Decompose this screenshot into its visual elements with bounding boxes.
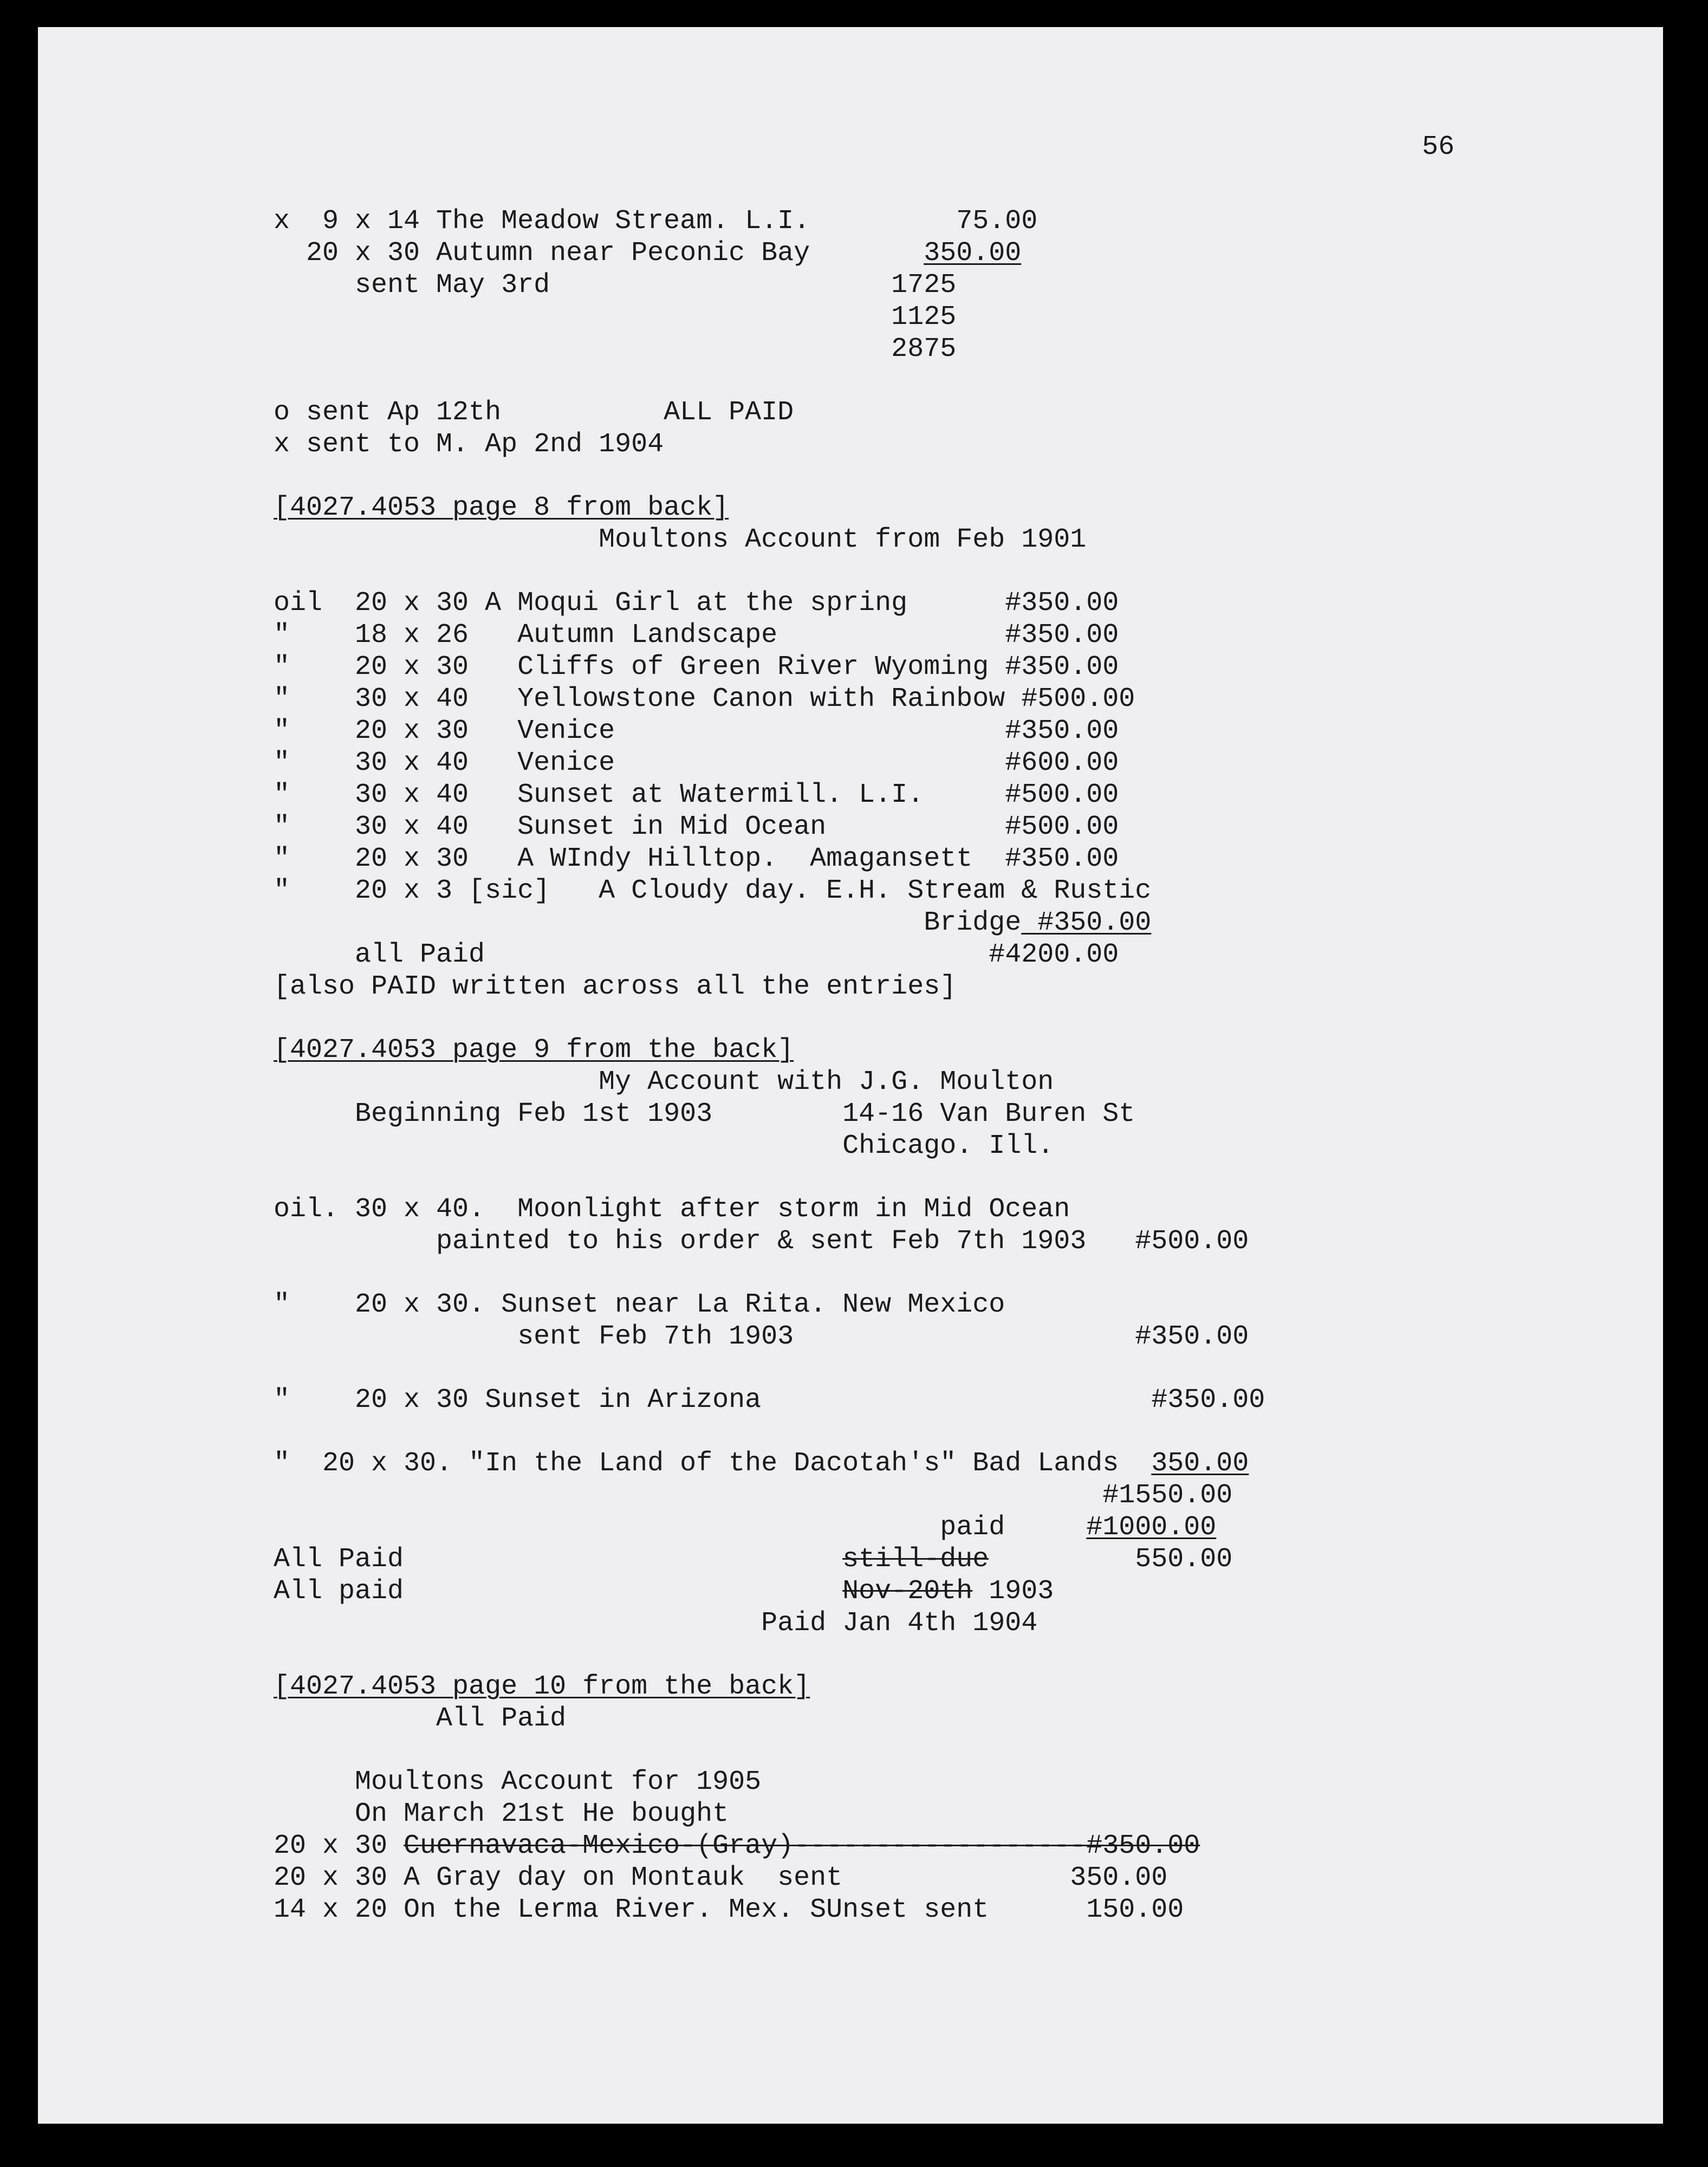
text-segment: " 30 x 40 Yellowstone Canon with Rainbow #500.00 — [274, 684, 1135, 715]
text-segment: 550.00 — [989, 1544, 1233, 1575]
text-line — [274, 1226, 1249, 1257]
text-segment: 20 x 30 A Gray day on Montauk sent 350.00 — [274, 1863, 1168, 1893]
text-line — [274, 1831, 1200, 1862]
text-segment: painted to his order & sent Feb 7th 1903 #500.00 — [274, 1226, 1249, 1257]
text-segment: All paid — [274, 1576, 843, 1607]
text-line — [274, 971, 956, 1003]
text-segment: Chicago. Ill. — [274, 1131, 1054, 1162]
text-line — [274, 1767, 761, 1798]
text-line — [274, 1671, 810, 1703]
text-line — [274, 1035, 794, 1066]
text-line — [274, 397, 794, 429]
text-segment: x sent to M. Ap 2nd 1904 — [274, 429, 664, 460]
text-line — [274, 1067, 1054, 1098]
text-segment: 14 x 20 On the Lerma River. Mex. SUnset sent 150.00 — [274, 1894, 1184, 1925]
underlined-text: [4027.4053 page 8 from back] — [274, 492, 729, 523]
text-segment: " 20 x 30 Venice #350.00 — [274, 716, 1119, 747]
struck-text: Nov-20th — [842, 1576, 973, 1607]
text-segment: [also PAID written across all the entries] — [274, 971, 957, 1002]
text-line — [274, 652, 1119, 683]
text-line — [274, 492, 729, 524]
text-line — [274, 748, 1119, 779]
text-line — [274, 302, 956, 333]
text-line — [274, 1131, 1054, 1162]
text-segment: #1550.00 — [274, 1480, 1233, 1511]
struck-text: Cuernavaca-Mexico-(Gray)------------------#350.00 — [404, 1831, 1200, 1861]
text-line — [274, 620, 1119, 651]
underlined-text: #1000.00 — [1086, 1512, 1217, 1543]
page-number: 56 — [1422, 132, 1455, 163]
text-segment: paid — [274, 1512, 1087, 1543]
text-line — [274, 1703, 566, 1735]
text-line — [274, 524, 1086, 556]
text-line — [274, 1512, 1216, 1543]
text-line — [274, 1544, 1232, 1575]
text-segment: " 30 x 40 Sunset in Mid Ocean #500.00 — [274, 812, 1119, 842]
text-segment: All Paid — [274, 1544, 843, 1575]
text-segment: Moultons Account for 1905 — [274, 1767, 762, 1798]
text-line — [274, 812, 1119, 843]
text-segment: 2875 — [274, 334, 957, 365]
text-segment: " 20 x 30 Sunset in Arizona #350.00 — [274, 1385, 1265, 1416]
text-line — [274, 1576, 1054, 1607]
text-segment: sent Feb 7th 1903 #350.00 — [274, 1321, 1249, 1352]
struck-text: still-due — [842, 1544, 989, 1575]
text-line — [274, 1194, 1070, 1225]
text-segment: " 20 x 30 Cliffs of Green River Wyoming #350.00 — [274, 652, 1119, 683]
text-line — [274, 780, 1119, 811]
text-segment: all Paid #4200.00 — [274, 939, 1119, 970]
text-segment: " 20 x 3 [sic] A Cloudy day. E.H. Stream & Rustic — [274, 875, 1152, 906]
text-segment: 20 x 30 Autumn near Peconic Bay — [274, 238, 924, 269]
text-line — [274, 588, 1119, 619]
text-line — [274, 1480, 1232, 1511]
text-line — [274, 270, 956, 301]
text-line — [274, 206, 1037, 237]
text-line — [274, 1099, 1135, 1130]
underlined-text: #350.00 — [1021, 907, 1152, 938]
text-line — [274, 1894, 1184, 1926]
text-line — [274, 429, 664, 460]
text-line — [274, 1863, 1167, 1894]
text-segment: " 20 x 30. "In the Land of the Dacotah's" Bad Lands — [274, 1448, 1152, 1479]
text-segment: sent May 3rd 1725 — [274, 270, 957, 301]
text-line — [274, 875, 1151, 907]
text-segment: " 30 x 40 Sunset at Watermill. L.I. #500.00 — [274, 780, 1119, 810]
text-line — [274, 1289, 1005, 1321]
text-segment: " 20 x 30. Sunset near La Rita. New Mexico — [274, 1289, 1005, 1320]
text-segment: oil. 30 x 40. Moonlight after storm in Mid Ocean — [274, 1194, 1070, 1225]
text-segment: My Account with J.G. Moulton — [274, 1067, 1054, 1098]
underlined-text: [4027.4053 page 9 from the back] — [274, 1035, 794, 1066]
underlined-text: 350.00 — [924, 238, 1022, 269]
text-segment: On March 21st He bought — [274, 1799, 729, 1829]
text-line — [274, 334, 956, 365]
text-line — [274, 939, 1119, 971]
text-line — [274, 684, 1135, 715]
text-segment: Beginning Feb 1st 1903 14-16 Van Buren St — [274, 1099, 1135, 1130]
text-segment: " 18 x 26 Autumn Landscape #350.00 — [274, 620, 1119, 651]
text-segment: o sent Ap 12th ALL PAID — [274, 397, 794, 428]
text-segment: oil 20 x 30 A Moqui Girl at the spring #350.00 — [274, 588, 1119, 619]
text-segment: " 30 x 40 Venice #600.00 — [274, 748, 1119, 778]
document-page — [38, 27, 1663, 2124]
text-segment: " 20 x 30 A WIndy Hilltop. Amagansett #350.00 — [274, 844, 1119, 874]
text-line — [274, 844, 1119, 875]
text-line — [274, 716, 1119, 747]
text-line — [274, 1385, 1265, 1416]
text-line — [274, 1321, 1249, 1353]
text-segment: All Paid — [274, 1703, 567, 1734]
text-segment: 1903 — [972, 1576, 1054, 1607]
text-line — [274, 1799, 729, 1830]
text-line — [274, 1608, 1037, 1639]
text-line — [274, 1448, 1249, 1480]
text-segment: Bridge — [274, 907, 1022, 938]
text-segment: Paid Jan 4th 1904 — [274, 1608, 1038, 1639]
text-line — [274, 238, 1021, 269]
underlined-text: [4027.4053 page 10 from the back] — [274, 1671, 810, 1702]
text-segment: x 9 x 14 The Meadow Stream. L.I. 75.00 — [274, 206, 1038, 237]
text-segment: 1125 — [274, 302, 957, 333]
text-segment: Moultons Account from Feb 1901 — [274, 524, 1087, 555]
text-segment: 20 x 30 — [274, 1831, 404, 1861]
text-line — [274, 907, 1151, 939]
underlined-text: 350.00 — [1151, 1448, 1249, 1479]
